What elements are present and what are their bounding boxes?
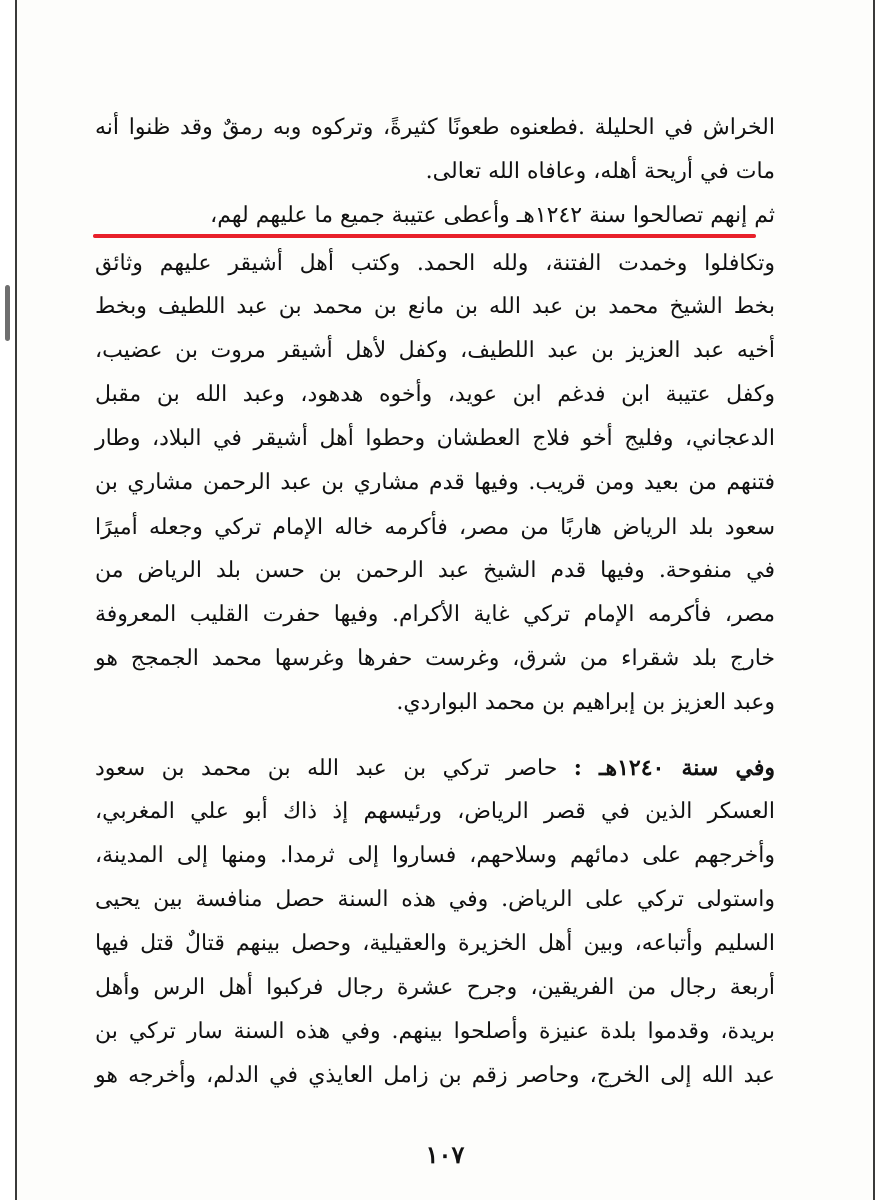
page-number: ١٠٧ — [425, 1140, 465, 1169]
text-line: في منفوحة. وفيها قدم الشيخ عبد الرحمن بن حسن بلد الرياض من — [95, 558, 775, 583]
text-line: وعبد العزيز بن إبراهيم بن محمد البواردي. — [396, 690, 775, 715]
text-line: العسكر الذين في قصر الرياض، ورئيسهم إذ ذاك أبو علي المغربي، — [95, 799, 775, 824]
text-line: وأخرجهم على دمائهم وسلاحهم، فساروا إلى ثرمدا. ومنها إلى المدينة، — [95, 843, 775, 868]
page-border-left — [15, 0, 17, 1200]
text-line: أخيه عبد العزيز بن عبد اللطيف، وكفل لأهل أشيقر مروت بن عضيب، — [95, 338, 775, 363]
text-span: حاصر تركي بن عبد الله بن محمد بن سعود — [95, 756, 574, 781]
scrollbar-thumb[interactable] — [5, 285, 10, 341]
text-line: فتنهم من بعيد ومن قريب. وفيها قدم مشاري بن عبد الرحمن مشاري بن — [95, 470, 775, 495]
text-line: عبد الله إلى الخرج، وحاصر زقم بن زامل العايذي في الدلم، وأخرجه هو — [95, 1063, 775, 1088]
book-page — [15, 0, 875, 1200]
text-line — [95, 748, 775, 788]
text-line: السليم وأتباعه، وبين أهل الخزيرة والعقيلية، وحصل بينهم قتالٌ قتل فيها — [95, 931, 775, 956]
page-border-right — [873, 0, 875, 1200]
year-heading: وفي سنة ١٢٤٠هـ : — [573, 755, 775, 781]
text-line: وتكافلوا وخمدت الفتنة، ولله الحمد. وكتب أهل أشيقر عليهم وثائق — [95, 251, 775, 276]
text-line: مات في أريحة أهله، وعافاه الله تعالى. — [425, 159, 775, 184]
text-line: الدعجاني، وفليج أخو فلاج العطشان وحطوا أهل أشيقر في البلاد، وطار — [95, 426, 775, 451]
text-line: بخط الشيخ محمد بن عبد الله بن مانع بن محمد بن عبد اللطيف وبخط — [95, 294, 775, 319]
text-line: أربعة رجال من الفريقين، وجرح عشرة رجال فركبوا أهل الرس وأهل — [95, 975, 775, 1000]
highlighted-line: ثم إنهم تصالحوا سنة ١٢٤٢هـ وأعطى عتيبة جميع ما عليهم لهم، — [210, 203, 775, 228]
text-line: خارج بلد شقراء من شرق، وغرست حفرها وغرسها محمد الجمجج هو — [95, 646, 775, 671]
text-line: سعود بلد الرياض هاربًا من مصر، فأكرمه خاله الإمام تركي وجعله أميرًا — [95, 515, 775, 540]
text-line: الخراش في الحليلة .فطعنوه طعونًا كثيرةً، وتركوه وبه رمقٌ وقد ظنوا أنه — [95, 115, 775, 140]
text-line: واستولى تركي على الرياض. وفي هذه السنة حصل منافسة بين يحيى — [95, 887, 775, 912]
text-line: وكفل عتيبة ابن فدغم ابن عويد، وأخوه هدهود، وعبد الله بن مقبل — [95, 382, 775, 407]
text-line: بريدة، وقدموا بلدة عنيزة وأصلحوا بينهم. وفي هذه السنة سار تركي بن — [95, 1019, 775, 1044]
text-line: مصر، فأكرمه الإمام تركي غاية الأكرام. وفيها حفرت القليب المعروفة — [95, 602, 775, 627]
red-underline-annotation — [93, 234, 756, 238]
